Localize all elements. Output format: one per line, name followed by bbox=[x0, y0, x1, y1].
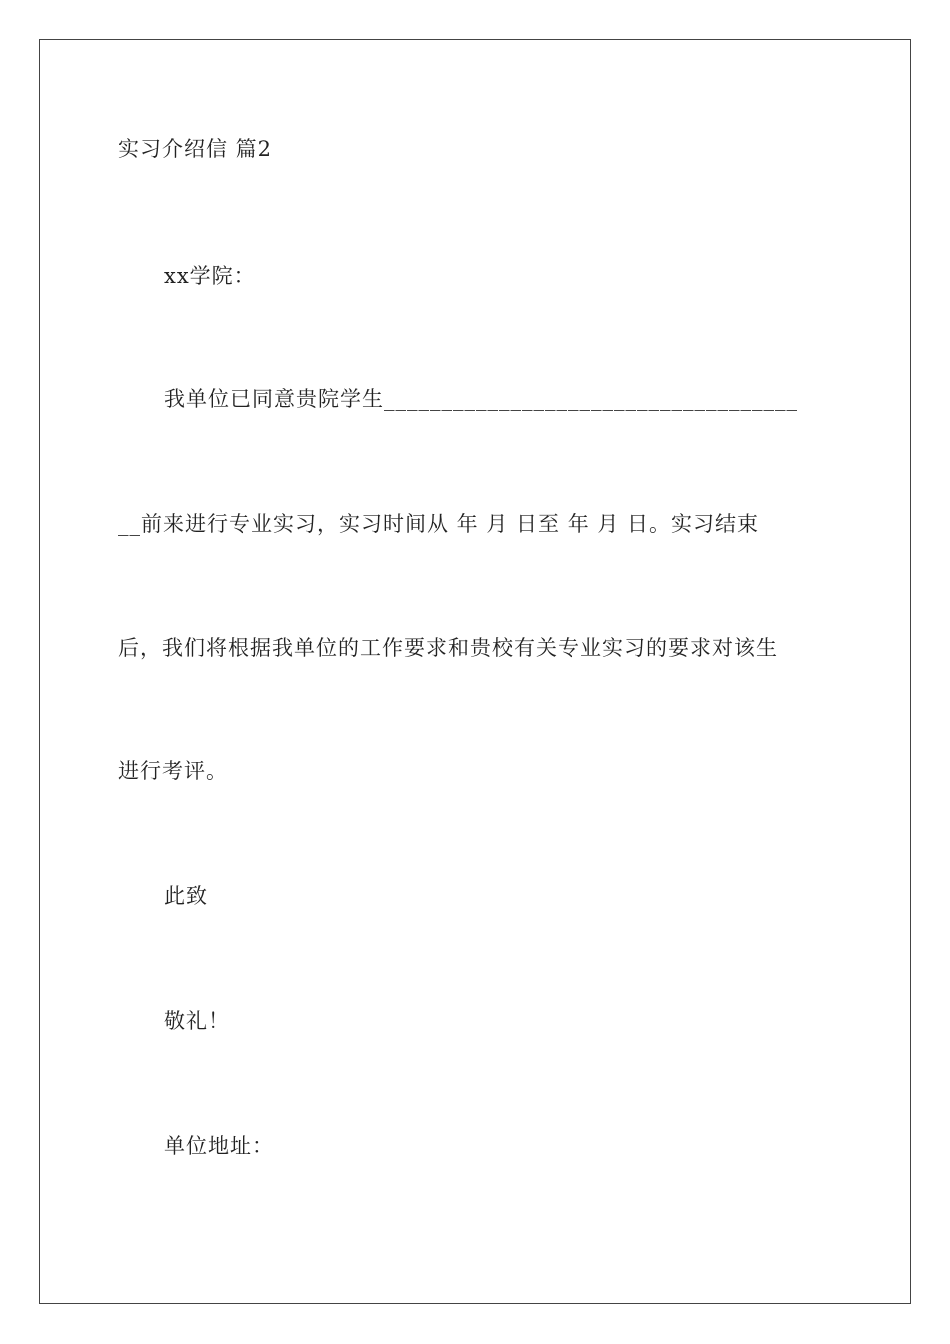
salutation: xx学院： bbox=[164, 264, 256, 288]
address-label: 单位地址： bbox=[164, 1134, 274, 1158]
body-line-1: 我单位已同意贵院学生____________________________________ bbox=[164, 387, 798, 411]
document-title: 实习介绍信 篇2 bbox=[118, 137, 273, 161]
body-line-4: 进行考评。 bbox=[118, 759, 228, 783]
body-line-3: 后，我们将根据我单位的工作要求和贵校有关专业实习的要求对该生 bbox=[118, 636, 778, 660]
closing-cizhi: 此致 bbox=[164, 884, 208, 908]
closing-jingli: 敬礼！ bbox=[164, 1009, 230, 1033]
page-border bbox=[39, 39, 911, 1304]
body-line-2: __前来进行专业实习，实习时间从 年 月 日至 年 月 日。实习结束 bbox=[118, 512, 760, 536]
